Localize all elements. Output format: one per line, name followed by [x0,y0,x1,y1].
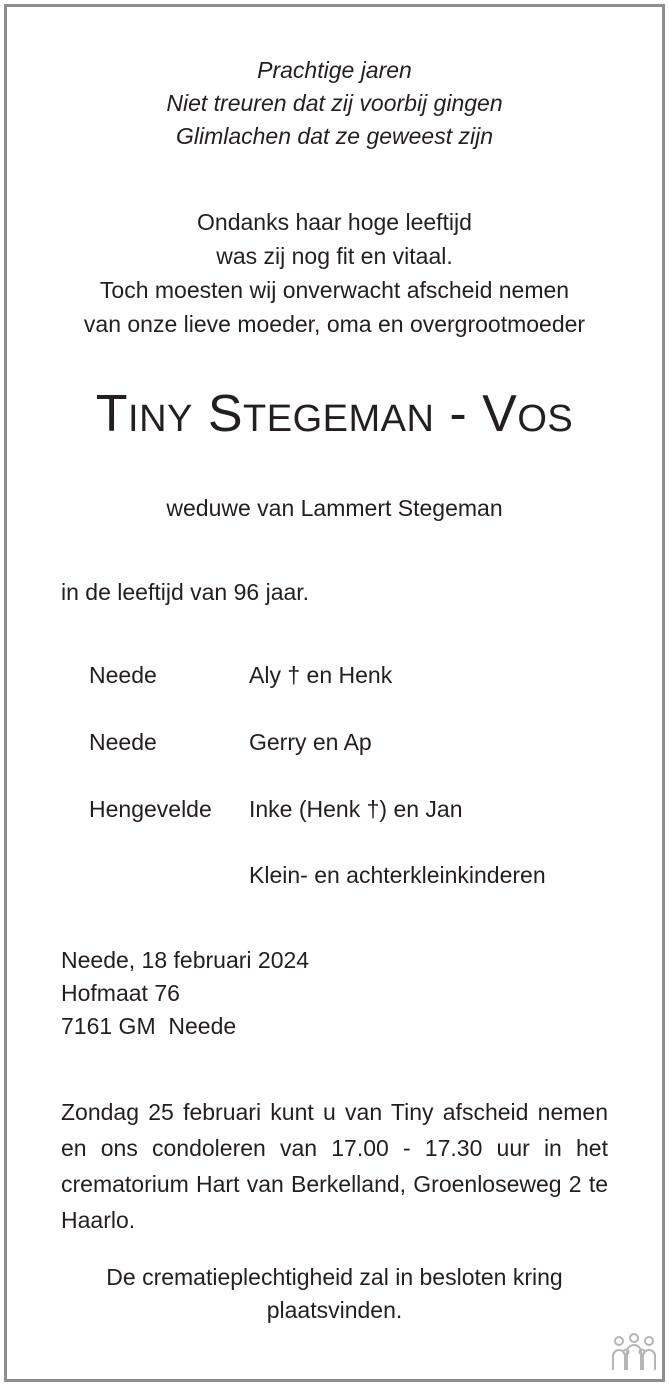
poem-line: Niet treuren dat zij voorbij gingen [166,90,503,116]
address-line: Hofmaat 76 [61,980,180,1006]
family-row [89,729,372,759]
intro-line: Toch moesten wij onverwacht afscheid nemen [99,277,570,303]
name-maiden-rest: OS [517,398,574,440]
poem-line: Glimlachen dat ze geweest zijn [175,123,494,149]
intro-line: was zij nog fit en vitaal. [216,243,453,269]
cremation-line: De crematieplechtigheid zal in besloten kring [106,1264,563,1290]
poem [0,54,669,153]
widow-of: weduwe van Lammert Stegeman [166,495,503,521]
family-names: Inke (Henk †) en Jan [249,796,463,822]
family-row [89,662,393,692]
family-row [89,796,463,826]
family-row [89,862,546,892]
name-last-initial: S [207,385,244,443]
intro-line: van onze lieve moeder, oma en overgrootmoeder [83,311,586,337]
family-names: Aly † en Henk [249,662,393,688]
family-names: Klein- en achterkleinkinderen [249,862,546,888]
family-place: Neede [89,662,157,688]
poem-line: Prachtige jaren [257,57,412,83]
family-place: Neede [89,729,157,755]
address-line: 7161 GM Neede [61,1013,237,1039]
name-dash: - [434,385,483,443]
intro-line: Ondanks haar hoge leeftijd [197,209,472,235]
cremation-line: plaatsvinden. [266,1297,403,1323]
family-place: Hengevelde [89,796,212,822]
farewell-info: Zondag 25 februari kunt u van Tiny afscheid nemen en ons condoleren van 17.00 - 17.30 uur in het crematorium Hart van Berkelland, Groenloseweg 2 te Haarlo. [61,1099,608,1233]
cremation-note [0,1261,669,1327]
deceased-name [0,384,669,444]
family-people-icon [610,1332,658,1372]
address-block [61,944,309,1043]
age-line: in de leeftijd van 96 jaar. [61,579,310,605]
name-last-rest: TEGEMAN [243,398,435,440]
name-first-initial: T [95,385,129,443]
name-maiden-initial: V [482,385,518,443]
name-first-rest: INY [128,398,193,440]
address-line: Neede, 18 februari 2024 [61,947,310,973]
intro-text [0,205,669,341]
family-names: Gerry en Ap [249,729,372,755]
